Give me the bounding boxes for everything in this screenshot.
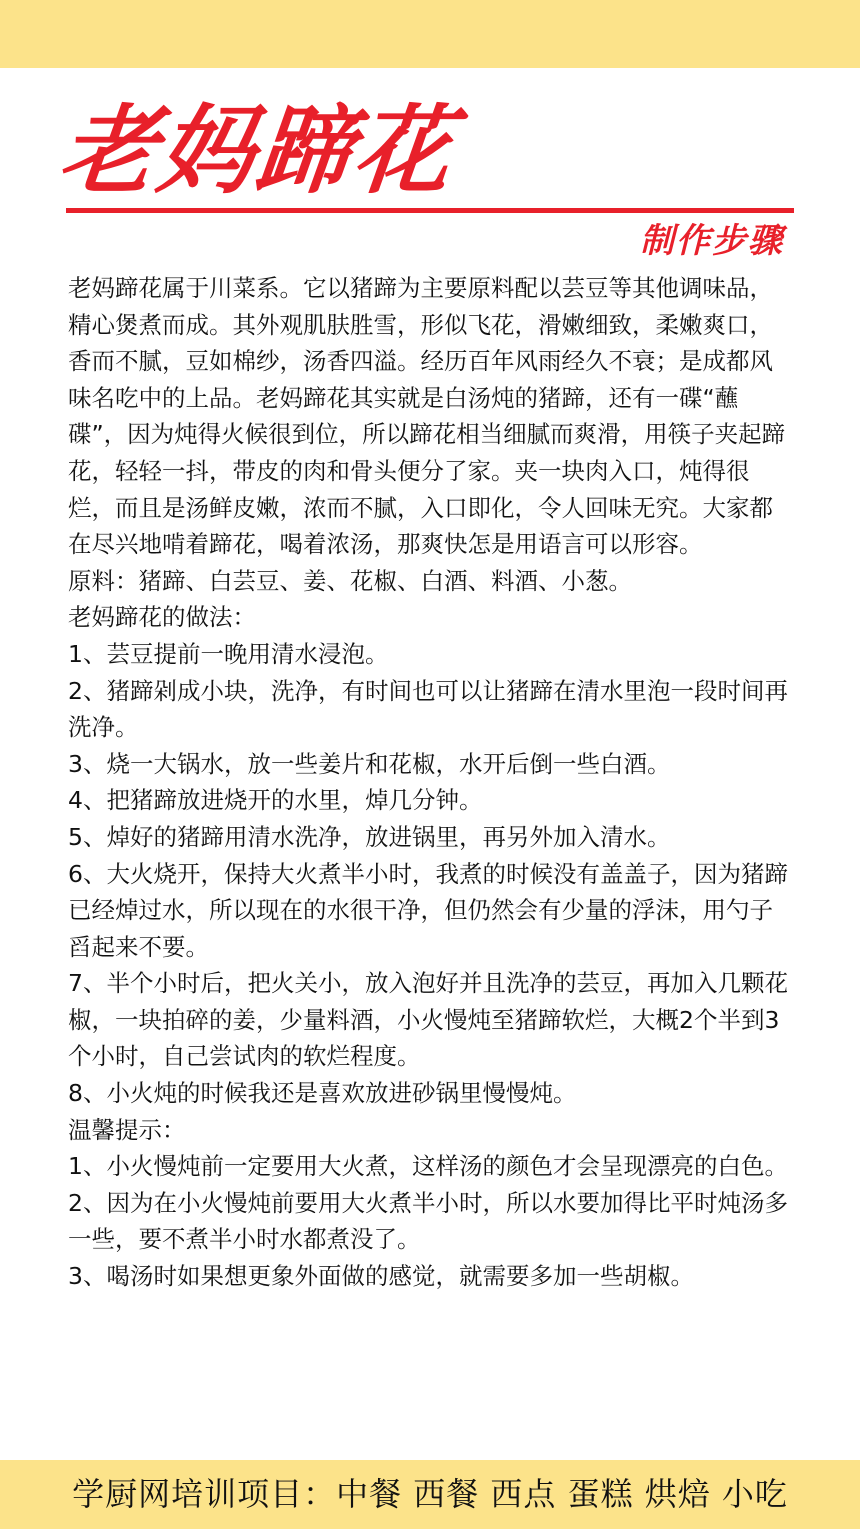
step-item: 1、芸豆提前一晚用清水浸泡。: [68, 639, 389, 668]
step-item: 5、焯好的猪蹄用清水洗净，放进锅里，再另外加入清水。: [68, 822, 671, 851]
article-body: [68, 270, 794, 1295]
step-item: 8、小火炖的时候我还是喜欢放进砂锅里慢慢炖。: [68, 1079, 577, 1108]
title-underline: [66, 208, 794, 213]
page-title: 老妈蹄花: [54, 95, 459, 207]
top-band: [0, 0, 860, 68]
step-item: 7、半个小时后，把火关小，放入泡好并且洗净的芸豆，再加入几颗花椒，一块拍碎的姜，少量料酒，小火慢炖至猪蹄软烂，大概2个半到3个小时，自己尝试肉的软烂程度。: [68, 969, 788, 1071]
method-heading: 老妈蹄花的做法：: [68, 603, 256, 632]
ingredients-line: 原料：猪蹄、白芸豆、姜、花椒、白酒、料酒、小葱。: [68, 566, 632, 595]
tip-item: 2、因为在小火慢炖前要用大火煮半小时，所以水要加得比平时炖汤多一些，要不煮半小时水都煮没了。: [68, 1188, 788, 1254]
tip-item: 3、喝汤时如果想更象外面做的感觉，就需要多加一些胡椒。: [68, 1262, 694, 1291]
intro-paragraph: 老妈蹄花属于川菜系。它以猪蹄为主要原料配以芸豆等其他调味品，精心煲煮而成。其外观肌肤胜雪，形似飞花，滑嫩细致，柔嫩爽口，香而不腻，豆如棉纱，汤香四溢。经历百年风雨经久不衰；是成都风味名吃中的上品。老妈蹄花其实就是白汤炖的猪蹄，还有一碟“蘸碟”，因为炖得火候很到位，所以蹄花相当细腻而爽滑，用筷子夹起蹄花，轻轻一抖，带皮的肉和骨头便分了家。夹一块肉入口，炖得很烂，而且是汤鲜皮嫩，浓而不腻，入口即化，令人回味无究。大家都在尽兴地啃着蹄花，喝着浓汤，那爽快怎是用语言可以形容。: [68, 274, 786, 559]
step-item: 3、烧一大锅水，放一些姜片和花椒，水开后倒一些白酒。: [68, 749, 671, 778]
step-item: 2、猪蹄剁成小块，洗净，有时间也可以让猪蹄在清水里泡一段时间再洗净。: [68, 676, 788, 742]
step-item: 6、大火烧开，保持大火煮半小时，我煮的时候没有盖盖子，因为猪蹄已经焯过水，所以现在的水很干净，但仍然会有少量的浮沫，用勺子舀起来不要。: [68, 859, 788, 961]
tip-item: 1、小火慢炖前一定要用大火煮，这样汤的颜色才会呈现漂亮的白色。: [68, 1152, 788, 1181]
footer-text: 学厨网培训项目：中餐 西餐 西点 蛋糕 烘焙 小吃: [72, 1475, 788, 1513]
step-item: 4、把猪蹄放进烧开的水里，焯几分钟。: [68, 786, 483, 815]
page-subtitle: 制作步骤: [640, 221, 784, 261]
tips-heading: 温馨提示：: [68, 1115, 186, 1144]
